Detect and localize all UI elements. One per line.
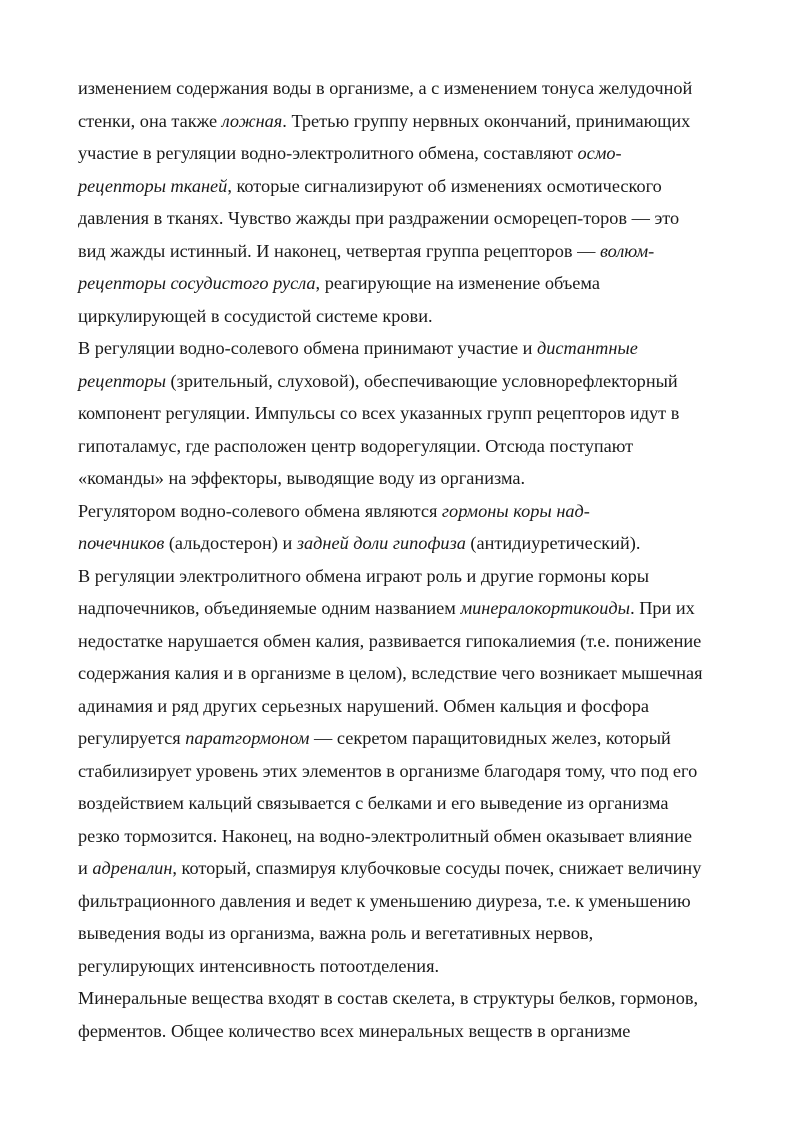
text-run: (антидиуретический).	[465, 533, 641, 553]
text-line	[78, 332, 728, 365]
text-line	[78, 592, 728, 625]
text-run: — секретом паращитовидных желез, который	[309, 728, 671, 748]
text-line	[78, 72, 728, 105]
text-run: (альдостерон) и	[164, 533, 297, 553]
text-run: (зрительный, слуховой), обеспечивающие условнорефлекторный	[165, 370, 678, 391]
text-run: , реагирующие на изменение объема	[315, 273, 600, 293]
text-line	[78, 722, 728, 755]
italic-term: рецепторы	[78, 370, 166, 391]
text-run: стенки, она также	[78, 110, 222, 131]
text-line	[78, 365, 728, 398]
text-line	[78, 755, 728, 788]
text-run: резко тормозится. Наконец, на водно-электролитный обмен оказывает влияние	[78, 825, 693, 846]
text-run: , которые сигнализируют об изменениях осмотического	[227, 175, 662, 196]
text-line	[78, 820, 728, 853]
text-run: гипоталамус, где расположен центр водорегуляции. Отсюда поступают	[78, 435, 634, 456]
text-line	[78, 950, 728, 983]
text-line	[78, 527, 728, 560]
text-run: «команды» на эффекторы, выводящие воду из организма.	[78, 468, 526, 488]
italic-term: гормоны коры над-	[441, 500, 590, 521]
text-run: изменением содержания воды в организме, а с изменением тонуса желудочной	[78, 78, 693, 98]
text-line	[78, 982, 728, 1015]
text-run: и	[78, 858, 93, 878]
italic-term: паратгормоном	[185, 728, 310, 748]
text-line	[78, 690, 728, 723]
text-run: . Третью группу нервных окончаний, принимающих	[282, 110, 691, 131]
text-run: В регуляции водно-солевого обмена принимают участие и	[78, 338, 537, 358]
text-line	[78, 397, 728, 430]
italic-term: рецепторы сосудистого русла	[78, 273, 316, 293]
italic-term: почечников	[78, 533, 165, 553]
text-run: адинамия и ряд других серьезных нарушений. Обмен кальция и фосфора	[78, 695, 650, 716]
text-run: Регулятором водно-солевого обмена являются	[78, 500, 442, 521]
text-line	[78, 917, 728, 950]
text-run: выведения воды из организма, важна роль и вегетативных нервов,	[78, 923, 594, 943]
text-line	[78, 657, 728, 690]
text-run: ферментов. Общее количество всех минеральных веществ в организме	[78, 1020, 631, 1041]
text-run: недостатке нарушается обмен калия, развивается гипокалиемия (т.е. понижение	[78, 630, 702, 651]
text-line	[78, 495, 728, 528]
text-run: давления в тканях. Чувство жажды при раздражении осморецеп-торов — это	[78, 208, 680, 228]
text-run: участие в регуляции водно-электролитного обмена, составляют	[78, 143, 578, 163]
italic-term: задней доли гипофиза	[296, 533, 466, 553]
text-run: компонент регуляции. Импульсы со всех указанных групп рецепторов идут в	[78, 403, 680, 423]
text-run: фильтрационного давления и ведет к уменьшению диуреза, т.е. к уменьшению	[78, 890, 691, 911]
text-run: воздействием кальций связывается с белками и его выведение из организма	[78, 793, 669, 813]
text-line	[78, 105, 728, 138]
text-line	[78, 787, 728, 820]
text-line	[78, 560, 728, 593]
text-run: регулирующих интенсивность потоотделения.	[78, 955, 440, 976]
italic-term: дистантные	[537, 338, 638, 358]
text-line	[78, 1015, 728, 1048]
text-line	[78, 170, 728, 203]
text-line	[78, 137, 728, 170]
text-line	[78, 202, 728, 235]
text-run: стабилизирует уровень этих элементов в организме благодаря тому, что под его	[78, 760, 698, 781]
italic-term: минералокортикоиды	[460, 598, 631, 618]
text-run: , который, спазмируя клубочковые сосуды почек, снижает величину	[172, 858, 702, 878]
italic-term: адреналин	[92, 858, 173, 878]
text-line	[78, 852, 728, 885]
text-run: вид жажды истинный. И наконец, четвертая группа рецепторов —	[78, 240, 600, 261]
text-line	[78, 462, 728, 495]
text-run: регулируется	[78, 728, 186, 748]
text-line	[78, 885, 728, 918]
text-run: надпочечников, объединяемые одним названием	[78, 598, 461, 618]
text-run: В регуляции электролитного обмена играют роль и другие гормоны коры	[78, 565, 650, 586]
text-line	[78, 625, 728, 658]
text-run: . При их	[630, 598, 695, 618]
text-run: Минеральные вещества входят в состав скелета, в структуры белков, гормонов,	[78, 988, 699, 1008]
text-run: содержания калия и в организме в целом), вследствие чего возникает мышечная	[78, 663, 703, 683]
italic-term: осмо-	[577, 143, 622, 163]
text-line	[78, 267, 728, 300]
italic-term: волюм-	[599, 240, 655, 261]
italic-term: ложная	[221, 110, 283, 131]
italic-term: рецепторы тканей	[78, 175, 228, 196]
text-line	[78, 430, 728, 463]
text-line	[78, 235, 728, 268]
document-page	[78, 72, 728, 1047]
text-line	[78, 300, 728, 333]
text-run: циркулирующей в сосудистой системе крови.	[78, 305, 433, 326]
